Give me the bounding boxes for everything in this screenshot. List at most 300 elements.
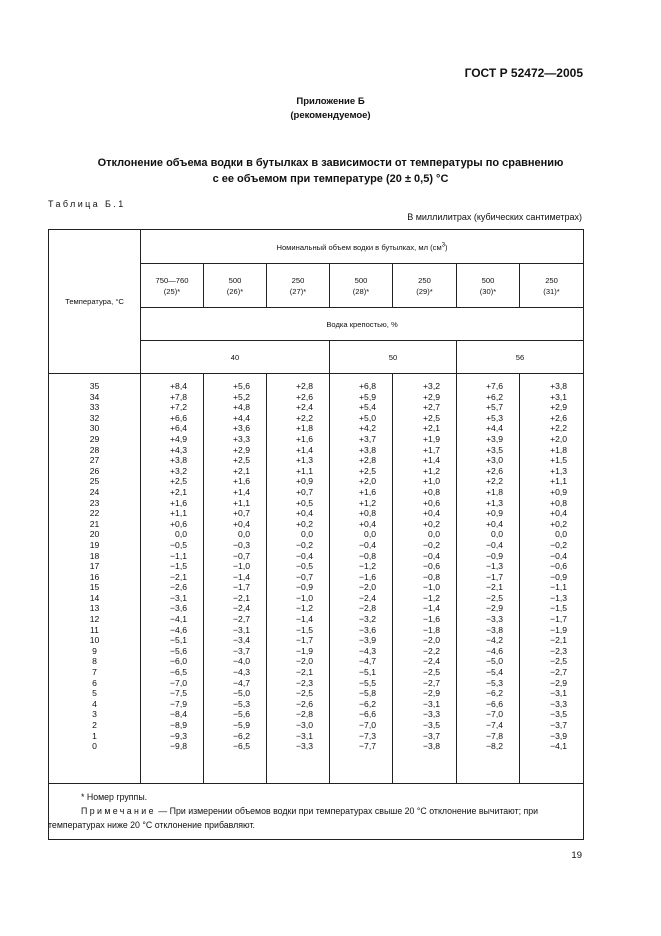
deviation-cell: −3,3 [486, 614, 503, 625]
deviation-cell: −7,3 [359, 730, 376, 741]
deviation-cell: −3,3 [423, 709, 440, 720]
deviation-cell: −2,0 [359, 582, 376, 593]
volume-header [141, 264, 204, 308]
volume-value: 500 [481, 275, 495, 285]
deviation-cell: +1,6 [359, 486, 376, 497]
volume-header [457, 264, 520, 308]
deviation-cell: −0,5 [296, 561, 313, 572]
temperature-value: 19 [89, 539, 100, 550]
volume-header [393, 264, 457, 308]
deviation-cell: −1,5 [550, 603, 568, 614]
deviation-cell: +3,9 [486, 433, 503, 444]
deviation-cell: −1,1 [550, 582, 568, 593]
deviation-cell: +4,4 [233, 412, 250, 423]
deviation-cell: −6,5 [170, 667, 187, 678]
deviation-cell: +2,8 [296, 381, 313, 391]
note [48, 804, 582, 832]
deviation-cell: −8,4 [170, 709, 187, 720]
document-title-line-1: Отклонение объема водки в бутылках в зависимости от температуры по сравнению [97, 157, 564, 169]
deviation-cell: −3,9 [359, 635, 376, 646]
appendix-subtitle: (рекомендуемое) [290, 110, 371, 121]
group-number: (27)* [289, 286, 307, 296]
deviation-cell: −6,6 [486, 698, 503, 709]
deviation-cell: −0,2 [423, 539, 440, 550]
deviation-cell: +0,5 [296, 497, 313, 508]
deviation-cell: +1,5 [550, 455, 568, 466]
deviation-cell: +2,2 [296, 412, 313, 423]
deviation-cell: −7,0 [486, 709, 503, 720]
note-label: Примечание [81, 806, 156, 816]
deviation-table [48, 229, 584, 840]
deviation-cell: −2,7 [550, 667, 568, 678]
deviation-cell: −7,5 [170, 688, 187, 699]
deviation-cell: +2,2 [550, 423, 568, 434]
table-label: Таблица Б.1 [48, 199, 126, 209]
deviation-cell: −1,6 [423, 614, 440, 625]
deviation-cell: +6,8 [359, 381, 376, 391]
temperature-value: 23 [89, 497, 100, 508]
deviation-cell: +7,6 [486, 381, 503, 391]
nominal-volume-header: Номинальный объем водки в бутылках, мл $(см^3)$ [141, 230, 584, 264]
deviation-cell: −3,1 [170, 592, 187, 603]
deviation-cell: −3,8 [423, 741, 440, 752]
deviation-cell: −0,8 [359, 550, 376, 561]
deviation-cell: +5,4 [359, 402, 376, 413]
deviation-cell: +1,8 [486, 486, 503, 497]
deviation-cell: +2,1 [423, 423, 440, 434]
deviation-cell: −0,3 [233, 539, 250, 550]
deviation-cell: +6,2 [486, 391, 503, 402]
deviation-cell: +3,1 [550, 391, 568, 402]
temperature-value: 18 [89, 550, 100, 561]
deviation-cell: +2,5 [170, 476, 187, 487]
deviation-cell: −2,1 [550, 635, 568, 646]
deviation-cell: −2,0 [423, 635, 440, 646]
temperature-column [49, 374, 141, 784]
deviation-column [457, 374, 520, 784]
deviation-cell: +0,8 [550, 497, 568, 508]
temperature-value: 32 [89, 412, 100, 423]
deviation-cell: +1,4 [296, 444, 313, 455]
deviation-cell: −2,9 [550, 677, 568, 688]
appendix-heading [0, 95, 661, 123]
deviation-cell: +4,8 [233, 402, 250, 413]
deviation-cell: −8,2 [486, 741, 503, 752]
temperature-header: Температура, °С [49, 230, 141, 374]
deviation-cell: +2,6 [486, 465, 503, 476]
deviation-cell: +2,1 [170, 486, 187, 497]
deviation-cell: −4,2 [486, 635, 503, 646]
deviation-cell: +1,6 [296, 433, 313, 444]
temperature-value: 20 [89, 529, 100, 540]
temperature-value: 26 [89, 465, 100, 476]
deviation-cell: −5,5 [359, 677, 376, 688]
temperature-value: 10 [89, 635, 100, 646]
deviation-cell: −6,6 [359, 709, 376, 720]
deviation-cell: +1,7 [423, 444, 440, 455]
deviation-cell: −0,8 [423, 571, 440, 582]
deviation-cell: +3,3 [233, 433, 250, 444]
deviation-cell: +3,8 [550, 381, 568, 391]
deviation-cell: +5,2 [233, 391, 250, 402]
deviation-cell: +1,3 [296, 455, 313, 466]
temperature-value: 27 [89, 455, 100, 466]
deviation-cell: +6,6 [170, 412, 187, 423]
deviation-column [141, 374, 204, 784]
deviation-cell: −0,4 [359, 539, 376, 550]
deviation-cell: −2,1 [486, 582, 503, 593]
table-footer [48, 790, 582, 832]
deviation-cell: −2,7 [423, 677, 440, 688]
deviation-cell: +4,2 [359, 423, 376, 434]
deviation-cell: −3,7 [233, 645, 250, 656]
deviation-cell: −3,3 [550, 698, 568, 709]
deviation-cell: −1,0 [233, 561, 250, 572]
deviation-cell: −6,2 [486, 688, 503, 699]
deviation-cell: +0,4 [550, 508, 568, 519]
deviation-cell: +2,0 [359, 476, 376, 487]
footnote: * Номер группы. [81, 792, 148, 802]
deviation-cell: +0,9 [296, 476, 313, 487]
deviation-column [393, 374, 457, 784]
temperature-value: 24 [89, 486, 100, 497]
deviation-cell: +2,1 [233, 465, 250, 476]
temperature-value: 0 [92, 741, 97, 752]
temperature-value: 28 [89, 444, 100, 455]
volume-value: 250 [418, 275, 431, 285]
deviation-cell: +1,4 [423, 455, 440, 466]
temperature-value: 34 [89, 391, 100, 402]
deviation-cell: −2,4 [359, 592, 376, 603]
volume-value: 250 [291, 275, 305, 285]
deviation-cell: +0,4 [233, 518, 250, 529]
deviation-cell: −1,0 [423, 582, 440, 593]
deviation-cell: +3,2 [170, 465, 187, 476]
deviation-cell: +3,2 [423, 381, 440, 391]
deviation-cell: +1,0 [423, 476, 440, 487]
deviation-cell: +0,2 [550, 518, 568, 529]
group-number: (29)* [416, 286, 433, 296]
deviation-cell: +2,9 [233, 444, 250, 455]
deviation-cell: +0,2 [423, 518, 440, 529]
deviation-cell: −2,8 [296, 709, 313, 720]
deviation-cell: +1,8 [296, 423, 313, 434]
deviation-cell: +0,6 [170, 518, 187, 529]
deviation-cell: +5,3 [486, 412, 503, 423]
volume-header [520, 264, 584, 308]
deviation-cell: −4,3 [233, 667, 250, 678]
deviation-column [330, 374, 393, 784]
deviation-cell: −4,3 [359, 645, 376, 656]
deviation-cell: −0,9 [550, 571, 568, 582]
deviation-cell: −3,5 [423, 720, 440, 730]
temperature-value: 7 [92, 667, 97, 678]
deviation-cell: −1,7 [486, 571, 503, 582]
strength-header: Водка крепостью, % [141, 308, 584, 341]
deviation-column [267, 374, 330, 784]
deviation-cell: −2,4 [423, 656, 440, 667]
deviation-cell: 0,0 [428, 529, 440, 540]
note-text: — При измерении объемов водки при температурах свыше 20 °С отклонение вычитают; при температурах ниже 20 °С отклонение прибавляют. [48, 806, 539, 830]
deviation-cell: −0,2 [550, 539, 568, 550]
deviation-cell: −1,2 [359, 561, 376, 572]
deviation-column [520, 374, 584, 784]
deviation-cell: −0,4 [486, 539, 503, 550]
deviation-cell: +2,6 [296, 391, 313, 402]
deviation-cell: −6,5 [233, 741, 250, 752]
deviation-cell: −2,9 [486, 603, 503, 614]
deviation-cell: −1,6 [359, 571, 376, 582]
deviation-cell: −3,1 [550, 688, 568, 699]
deviation-cell: −0,7 [233, 550, 250, 561]
deviation-cell: 0,0 [491, 529, 503, 540]
data-row [49, 374, 584, 784]
deviation-cell: +1,3 [486, 497, 503, 508]
deviation-cell: +0,8 [359, 508, 376, 519]
deviation-cell: +3,7 [359, 433, 376, 444]
temperature-value: 16 [89, 571, 100, 582]
deviation-cell: +1,2 [359, 497, 376, 508]
deviation-cell: +0,4 [359, 518, 376, 529]
deviation-cell: +2,2 [486, 476, 503, 487]
deviation-cell: +1,1 [550, 476, 568, 487]
deviation-cell: −5,1 [170, 635, 187, 646]
deviation-cell: +0,4 [486, 518, 503, 529]
temperature-value: 29 [89, 433, 100, 444]
deviation-cell: +4,3 [170, 444, 187, 455]
deviation-cell: −3,3 [296, 741, 313, 752]
deviation-cell: −3,8 [486, 624, 503, 635]
deviation-cell: −4,0 [233, 656, 250, 667]
deviation-cell: −7,7 [359, 741, 376, 752]
group-number: (28)* [352, 286, 370, 296]
deviation-cell: −3,1 [423, 698, 440, 709]
deviation-cell: +2,5 [359, 465, 376, 476]
deviation-cell: −6,2 [359, 698, 376, 709]
deviation-cell: −0,2 [296, 539, 313, 550]
deviation-cell: −0,6 [423, 561, 440, 572]
deviation-cell: +2,9 [423, 391, 440, 402]
deviation-cell: −3,5 [550, 709, 568, 720]
deviation-cell: +2,5 [423, 412, 440, 423]
deviation-cell: +0,4 [296, 508, 313, 519]
deviation-cell: −2,9 [423, 688, 440, 699]
deviation-cell: −3,1 [233, 624, 250, 635]
temperature-value: 6 [92, 677, 97, 688]
deviation-cell: −3,7 [550, 720, 568, 730]
deviation-cell: −5,6 [170, 645, 187, 656]
deviation-cell: −5,3 [233, 698, 250, 709]
deviation-cell: −2,0 [296, 656, 313, 667]
deviation-cell: −1,7 [296, 635, 313, 646]
deviation-cell: +0,2 [296, 518, 313, 529]
deviation-cell: −0,9 [486, 550, 503, 561]
deviation-cell: +6,4 [170, 423, 187, 434]
volume-header [330, 264, 393, 308]
temperature-value: 12 [89, 614, 100, 625]
deviation-cell: +2,9 [550, 402, 568, 413]
deviation-cell: +0,9 [550, 486, 568, 497]
temperature-value: 2 [92, 720, 97, 730]
temperature-value: 35 [89, 381, 100, 391]
deviation-cell: −4,1 [550, 741, 568, 752]
deviation-cell: −4,6 [486, 645, 503, 656]
deviation-cell: 0,0 [238, 529, 250, 540]
temperature-value: 8 [92, 656, 97, 667]
deviation-cell: 0,0 [555, 529, 568, 540]
temperature-value: 13 [89, 603, 100, 614]
deviation-cell: +1,3 [550, 465, 568, 476]
deviation-cell: +1,6 [233, 476, 250, 487]
volume-value: 750—760 [155, 275, 189, 285]
deviation-cell: −1,3 [486, 561, 503, 572]
deviation-cell: −5,0 [486, 656, 503, 667]
deviation-cell: −2,6 [170, 582, 187, 593]
deviation-cell: −3,1 [296, 730, 313, 741]
deviation-cell: +1,2 [423, 465, 440, 476]
deviation-cell: −2,5 [486, 592, 503, 603]
deviation-cell: +3,8 [170, 455, 187, 466]
deviation-cell: −2,2 [423, 645, 440, 656]
group-number: (31)* [543, 286, 560, 296]
deviation-cell: −1,7 [233, 582, 250, 593]
standard-number: ГОСТ Р 52472—2005 [464, 66, 583, 80]
deviation-cell: −2,1 [170, 571, 187, 582]
deviation-cell: −1,9 [550, 624, 568, 635]
deviation-cell: +0,4 [423, 508, 440, 519]
deviation-cell: +7,8 [170, 391, 187, 402]
temperature-value: 1 [92, 730, 97, 741]
deviation-cell: +2,5 [233, 455, 250, 466]
deviation-cell: −3,9 [550, 730, 568, 741]
temperature-value: 4 [92, 698, 97, 709]
deviation-cell: +5,9 [359, 391, 376, 402]
deviation-cell: +5,6 [233, 381, 250, 391]
deviation-column [204, 374, 267, 784]
deviation-cell: +1,1 [170, 508, 187, 519]
document-title-line-2: с ее объемом при температуре (20 ± 0,5) °С [212, 173, 449, 185]
deviation-cell: −2,5 [296, 688, 313, 699]
appendix-title: Приложение Б [296, 96, 365, 107]
deviation-cell: +3,5 [486, 444, 503, 455]
deviation-cell: −2,1 [233, 592, 250, 603]
deviation-cell: −2,8 [359, 603, 376, 614]
deviation-cell: −5,4 [486, 667, 503, 678]
deviation-cell: −4,7 [359, 656, 376, 667]
deviation-cell: +1,1 [233, 497, 250, 508]
deviation-cell: −8,9 [170, 720, 187, 730]
temperature-value: 9 [92, 645, 97, 656]
document-title [0, 155, 661, 187]
group-number: (25)* [163, 286, 181, 296]
deviation-cell: 0,0 [175, 529, 187, 540]
deviation-cell: +1,6 [170, 497, 187, 508]
deviation-cell: −7,0 [359, 720, 376, 730]
deviation-cell: −1,7 [550, 614, 568, 625]
deviation-cell: +3,8 [359, 444, 376, 455]
deviation-cell: +1,8 [550, 444, 568, 455]
deviation-cell: −2,3 [550, 645, 568, 656]
deviation-cell: −3,6 [170, 603, 187, 614]
deviation-cell: +2,0 [550, 433, 568, 444]
deviation-cell: −4,6 [170, 624, 187, 635]
deviation-cell: +1,9 [423, 433, 440, 444]
deviation-cell: −6,0 [170, 656, 187, 667]
deviation-cell: −0,4 [296, 550, 313, 561]
temperature-value: 5 [92, 688, 97, 699]
deviation-cell: −3,0 [296, 720, 313, 730]
deviation-cell: +5,0 [359, 412, 376, 423]
deviation-cell: −3,2 [359, 614, 376, 625]
deviation-cell: −1,5 [170, 561, 187, 572]
volume-value: 250 [545, 275, 558, 285]
temperature-value: 17 [89, 561, 100, 572]
temperature-value: 25 [89, 476, 100, 487]
deviation-cell: +2,4 [296, 402, 313, 413]
deviation-cell: −3,7 [423, 730, 440, 741]
volume-header [204, 264, 267, 308]
deviation-cell: −9,3 [170, 730, 187, 741]
deviation-cell: −1,8 [423, 624, 440, 635]
group-number: (26)* [226, 286, 244, 296]
strength-40: 40 [141, 341, 330, 374]
deviation-cell: −7,4 [486, 720, 503, 730]
temperature-value: 33 [89, 402, 100, 413]
deviation-cell: +8,4 [170, 381, 187, 391]
deviation-cell: 0,0 [364, 529, 376, 540]
deviation-cell: −5,0 [233, 688, 250, 699]
deviation-cell: +4,4 [486, 423, 503, 434]
strength-56: 56 [457, 341, 584, 374]
deviation-cell: −6,2 [233, 730, 250, 741]
page-number: 19 [571, 850, 582, 861]
deviation-cell: +4,9 [170, 433, 187, 444]
deviation-cell: −1,9 [296, 645, 313, 656]
deviation-cell: −5,3 [486, 677, 503, 688]
deviation-cell: −1,4 [296, 614, 313, 625]
deviation-cell: −2,4 [233, 603, 250, 614]
deviation-cell: −1,2 [423, 592, 440, 603]
deviation-cell: −0,7 [296, 571, 313, 582]
deviation-cell: −7,9 [170, 698, 187, 709]
deviation-cell: −9,8 [170, 741, 187, 752]
deviation-cell: −5,9 [233, 720, 250, 730]
deviation-cell: −5,1 [359, 667, 376, 678]
temperature-value: 14 [89, 592, 100, 603]
deviation-cell: −3,4 [233, 635, 250, 646]
deviation-cell: +0,8 [423, 486, 440, 497]
deviation-cell: +2,8 [359, 455, 376, 466]
deviation-cell: +0,7 [233, 508, 250, 519]
temperature-value: 3 [92, 709, 97, 720]
deviation-cell: −5,8 [359, 688, 376, 699]
deviation-cell: −2,3 [296, 677, 313, 688]
deviation-cell: −2,5 [423, 667, 440, 678]
deviation-cell: −0,4 [550, 550, 568, 561]
deviation-cell: +5,7 [486, 402, 503, 413]
deviation-cell: +1,4 [233, 486, 250, 497]
deviation-cell: 0,0 [301, 529, 313, 540]
units-caption: В миллилитрах (кубических сантиметрах) [407, 212, 582, 222]
volume-value: 500 [354, 275, 368, 285]
temperature-value: 21 [89, 518, 100, 529]
deviation-cell: +2,7 [423, 402, 440, 413]
deviation-cell: −1,0 [296, 592, 313, 603]
deviation-cell: −7,8 [486, 730, 503, 741]
deviation-cell: +3,0 [486, 455, 503, 466]
strength-50: 50 [330, 341, 457, 374]
deviation-cell: −2,6 [296, 698, 313, 709]
